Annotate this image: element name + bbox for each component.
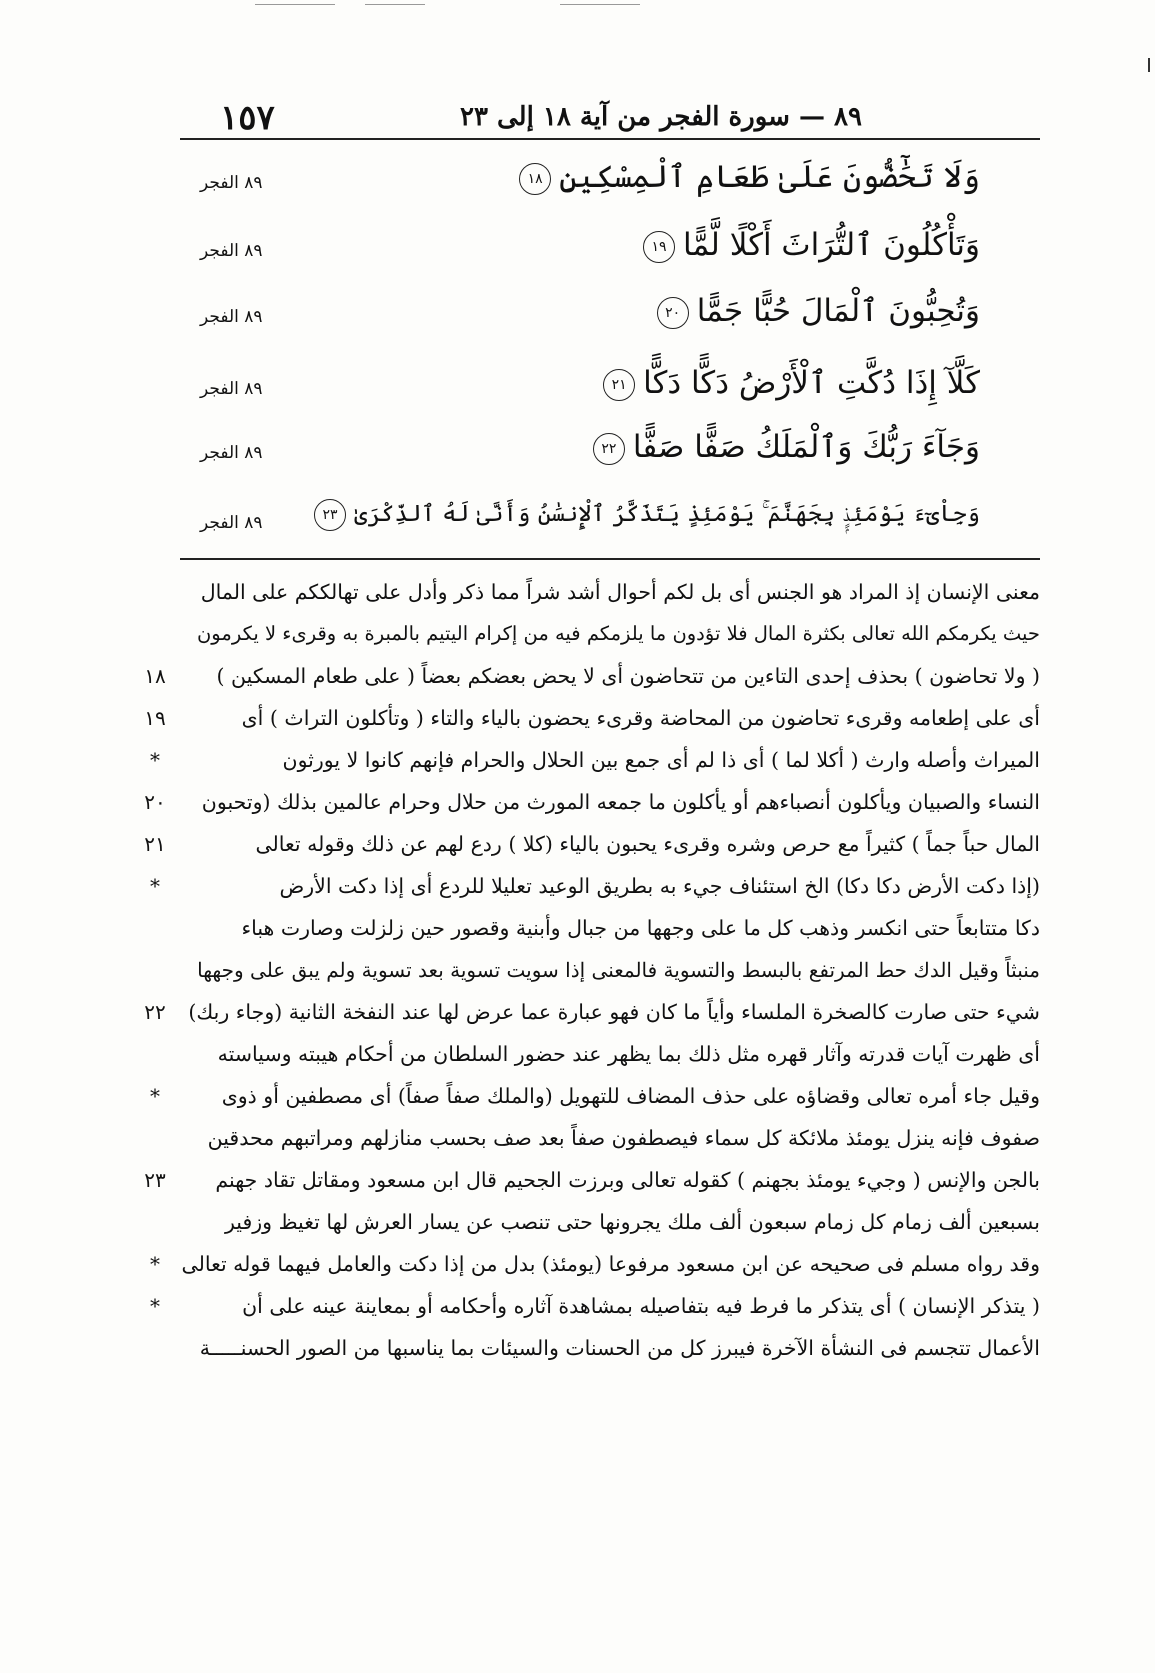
verse-row <box>180 289 980 351</box>
verse-text: وَتَأْكُلُونَ ٱلتُّرَاثَ أَكْلًا لَّمًّا١٩ <box>643 227 980 263</box>
verse-row <box>180 361 980 423</box>
commentary-line <box>140 1328 1040 1370</box>
commentary-text: دكا متتابعاً حتى انكسر وذهب كل ما على وجهها من جبال وأبنية وقصور حين زلزلت وصارت هباء <box>241 916 1040 940</box>
commentary-line <box>140 992 1040 1034</box>
section-rule <box>180 558 1040 560</box>
commentary-line <box>140 614 1040 656</box>
line-marker: * <box>150 874 160 898</box>
verse-text: وَجَآءَ رَبُّكَ وَٱلْمَلَكُ صَفًّا صَفًّا٢٢ <box>593 429 980 465</box>
commentary-text: بالجن والإنس ( وجيء يومئذ بجهنم ) كقوله تعالى وبرزت الجحيم قال ابن مسعود ومقاتل تقاد جهنم <box>215 1168 1040 1192</box>
top-edge-rule <box>560 4 640 5</box>
commentary-text: المال حباً جماً ) كثيراً مع حرص وشره وقرىء يحبون بالياء (كلا ) ردع لهم عن ذلك وقوله تعالى <box>255 832 1040 856</box>
header-rule <box>180 138 1040 140</box>
commentary-line <box>140 782 1040 824</box>
verse-row <box>180 155 980 217</box>
verse-reference: ٨٩ الفجر <box>200 241 263 261</box>
line-marker: ٢١ <box>144 832 166 856</box>
commentary-text: الأعمال تتجسم فى النشأة الآخرة فيبرز كل من الحسنات والسيئات بما يناسبها من الصور الحسنـــــة <box>199 1336 1040 1360</box>
commentary-line <box>140 950 1040 992</box>
commentary-line <box>140 908 1040 950</box>
verse-reference: ٨٩ الفجر <box>200 379 263 399</box>
verse-text: وَجِاْىٓءَ يَوْمَئِذٍۭ بِجَهَنَّمَ ۚ يَوْمَئِذٍ يَتَذَكَّرُ ٱلْإِنسَٰنُ وَأَنَّىٰ لَهُ ٱلذِّكْرَىٰ٢٣ <box>314 499 980 531</box>
commentary-text: الميراث وأصله وارث ( أكلا لما ) أى ذا لم أى جمع بين الحلال والحرام فإنهم كانوا لا يورثون <box>282 748 1040 772</box>
commentary-text: بسبعين ألف زمام كل زمام سبعون ألف ملك يجرونها حتى تنصب عن يسار العرش لها تغيظ وزفير <box>224 1210 1040 1234</box>
ayah-number-marker: ١٨ <box>519 163 551 195</box>
line-marker: ٢٠ <box>144 790 166 814</box>
line-marker: ١٨ <box>144 664 166 688</box>
commentary-line <box>140 866 1040 908</box>
commentary-text: منبثاً وقيل الدك حط المرتفع بالبسط والتسوية فالمعنى إذا سويت تسوية بعد تسوية ولم يبق على وجهها <box>197 958 1040 982</box>
verse-text: كَلَّآ إِذَا دُكَّتِ ٱلْأَرْضُ دَكًّا دَكًّا٢١ <box>603 365 980 401</box>
verse-reference: ٨٩ الفجر <box>200 443 263 463</box>
line-marker: ٢٢ <box>144 1000 166 1024</box>
line-marker: * <box>150 1252 160 1276</box>
commentary-line <box>140 1202 1040 1244</box>
ayah-number-marker: ١٩ <box>643 231 675 263</box>
line-marker: ٢٣ <box>144 1168 166 1192</box>
line-marker: * <box>150 1084 160 1108</box>
verse-row <box>180 495 980 557</box>
commentary-line <box>140 698 1040 740</box>
verse-row <box>180 425 980 487</box>
verse-reference: ٨٩ الفجر <box>200 307 263 327</box>
commentary-line <box>140 1076 1040 1118</box>
verse-text: وَتُحِبُّونَ ٱلْمَالَ حُبًّا جَمًّا٢٠ <box>657 293 980 329</box>
commentary-line <box>140 656 1040 698</box>
commentary-text: وقيل جاء أمره تعالى وقضاؤه على حذف المضاف للتهويل (والملك صفاً صفاً) أى مصطفين أو ذوى <box>221 1084 1040 1108</box>
commentary-line <box>140 824 1040 866</box>
top-edge-rule <box>255 4 335 5</box>
commentary-line <box>140 1244 1040 1286</box>
verse-reference: ٨٩ الفجر <box>200 173 263 193</box>
commentary-text: النساء والصبيان ويأكلون أنصباءهم أو يأكلون ما جمعه المورث من حلال وحرام عالمين بذلك (وتحبون <box>201 790 1040 814</box>
top-edge-rule <box>365 4 425 5</box>
ayah-number-marker: ٢١ <box>603 369 635 401</box>
commentary-text: ( ولا تحاضون ) بحذف إحدى التاءين من تتحاضون أى لا يحض بعضكم بعضاً ( على طعام المسكين ) <box>216 664 1040 688</box>
commentary-text: (إذا دكت الأرض دكا دكا) الخ استئناف جيء به بطريق الوعيد تعليلا للردع أى إذا دكت الأرض <box>279 874 1040 898</box>
commentary-line <box>140 1118 1040 1160</box>
line-marker: ١٩ <box>144 706 166 730</box>
page-number: ١٥٧ <box>220 98 275 138</box>
ayah-number-marker: ٢٠ <box>657 297 689 329</box>
line-marker: * <box>150 1294 160 1318</box>
commentary-line <box>140 1286 1040 1328</box>
ayah-number-marker: ٢٣ <box>314 499 346 531</box>
commentary-line <box>140 740 1040 782</box>
commentary-text: صفوف فإنه ينزل يومئذ ملائكة كل سماء فيصطفون صفاً بعد صف بحسب منازلهم ومراتبهم محدقين <box>207 1126 1040 1150</box>
verse-reference: ٨٩ الفجر <box>200 513 263 533</box>
commentary-text: أى على إطعامه وقرىء تحاضون من المحاضة وقرىء يحضون بالياء والتاء ( وتأكلون التراث ) أى <box>241 706 1040 730</box>
commentary-line <box>140 1034 1040 1076</box>
commentary-line <box>140 1160 1040 1202</box>
commentary-text: وقد رواه مسلم فى صحيحه عن ابن مسعود مرفوعا (يومئذ) بدل من إذا دكت والعامل فيهما قوله تعالى <box>181 1252 1040 1276</box>
commentary-text: ( يتذكر الإنسان ) أى يتذكر ما فرط فيه بتفاصيله بمشاهدة آثاره وأحكامه أو بمعاينة عينه على أن <box>242 1294 1040 1318</box>
verse-text: وَلَا تَحَٰٓضُّونَ عَلَىٰ طَعَامِ ٱلْمِسْكِينِ١٨ <box>519 159 980 195</box>
line-marker: * <box>150 748 160 772</box>
running-head: ٨٩ — سورة الفجر من آية ١٨ إلى ٢٣ <box>460 102 862 132</box>
commentary-text: شيء حتى صارت كالصخرة الملساء وأياً ما كان فهو عبارة عما عرض لها عند النفخة الثانية (وجاء ربك) <box>188 1000 1040 1024</box>
verse-row <box>180 223 980 285</box>
commentary-text: حيث يكرمكم الله تعالى بكثرة المال فلا تؤدون ما يلزمكم فيه من إكرام اليتيم بالمبرة به وقرىء لا يكرمون <box>196 622 1040 645</box>
edge-mark <box>1148 58 1150 72</box>
page-header <box>180 98 1010 138</box>
commentary-text: أى ظهرت آيات قدرته وآثار قهره مثل ذلك بما يظهر عند حضور السلطان من أحكام هيبته وسياسته <box>217 1042 1040 1066</box>
commentary-text: معنى الإنسان إذ المراد هو الجنس أى بل لكم أحوال أشد شراً مما ذكر وأدل على تهالككم على المال <box>200 580 1040 604</box>
commentary-line <box>140 572 1040 614</box>
ayah-number-marker: ٢٢ <box>593 433 625 465</box>
